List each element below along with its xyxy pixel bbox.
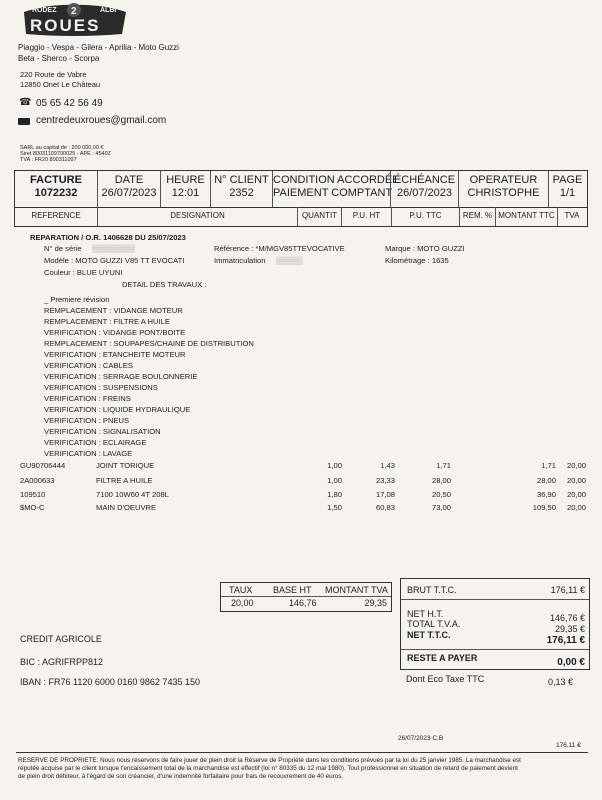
facture-cell: [15, 171, 97, 207]
date-value: 26/07/2023: [101, 187, 157, 199]
page-label: PAGE: [552, 174, 583, 186]
travaux-item: VERIFICATION : FREINS: [44, 394, 131, 403]
travaux-item: REMPLACEMENT : VIDANGE MOTEUR: [44, 306, 183, 315]
tax-montant-value: 29,35: [364, 598, 387, 608]
net-ht-value: 146,76 €: [549, 613, 585, 623]
legal-siret: Siret 80031109700025 - APE : 4540Z: [20, 151, 112, 157]
echeance-label: ÉCHÉANCE: [393, 174, 456, 186]
item-tva: 20,00: [566, 461, 586, 470]
footer-total: 176,11 €: [556, 742, 581, 749]
travaux-item: VERIFICATION : SUSPENSIONS: [44, 383, 158, 392]
date-cell: [97, 171, 160, 207]
heure-cell: [160, 171, 210, 207]
item-designation: FILTRE A HUILE: [96, 476, 153, 485]
operateur-value: CHRISTOPHE: [467, 187, 540, 199]
item-tva: 20,00: [566, 476, 586, 485]
couleur-info: Couleur : BLUE UYUNI: [44, 268, 123, 277]
tax-base-label: BASE HT: [273, 585, 312, 595]
item-designation: 7100 10W60 4T 208L: [96, 490, 169, 499]
item-qty: 1,50: [327, 503, 342, 512]
svg-text:RODEZ: RODEZ: [32, 7, 57, 14]
tax-montant-label: MONTANT TVA: [325, 585, 388, 595]
svg-text:ALBI: ALBI: [100, 7, 117, 14]
brut-value: 176,11 €: [550, 585, 585, 595]
travaux-item: REMPLACEMENT : SOUPAPES/CHAINE DE DISTRIBUTION: [44, 339, 254, 348]
item-qty: 1,00: [327, 476, 342, 485]
travaux-title: DETAIL DES TRAVAUX :: [122, 280, 207, 289]
footer-divider: [16, 752, 588, 753]
item-ref: $MO-C: [20, 503, 45, 512]
item-ref: 2A000633: [20, 476, 55, 485]
client-label: N° CLIENT: [214, 174, 269, 186]
item-qty: 1,80: [327, 490, 342, 499]
svg-text:ROUES: ROUES: [30, 16, 101, 35]
footer-legal-line: réputée acquise par le client lorsque l'encaissement total de la marchandise est effectif (loi n° 80335 du 12 mai 1980). Tout professionnel en situation de retard de paiement devient: [18, 765, 518, 772]
net-ttc-label: NET T.T.C.: [407, 630, 451, 640]
travaux-item: VERIFICATION : PNEUS: [44, 416, 130, 425]
legal-tva: TVA : FR20 800311097: [20, 157, 77, 163]
operateur-label: OPERATEUR: [469, 174, 538, 186]
travaux-item: VERIFICATION : LAVAGE: [44, 449, 133, 458]
tax-taux-value: 20,00: [231, 598, 254, 608]
facture-label: FACTURE: [30, 174, 82, 186]
tva-total-label: TOTAL T.V.A.: [407, 619, 461, 629]
immat-label: Immatriculation: [214, 256, 266, 265]
item-tva: 20,00: [566, 490, 586, 499]
immat-value: ▒▒▒▒▒: [276, 256, 303, 265]
net-ht-label: NET H.T.: [407, 609, 444, 619]
item-pu-ttc: 73,00: [431, 503, 451, 512]
eco-value: 0,13 €: [548, 677, 574, 687]
address-line1: 220 Route de Vabre: [20, 70, 87, 79]
item-montant: 1,71: [541, 461, 556, 470]
condition-value: PAIEMENT COMPTANT: [273, 187, 393, 199]
col-reference: REFERENCE: [31, 211, 81, 220]
eco-label: Dont Eco Taxe TTC: [406, 674, 485, 684]
col-quantity: QUANTIT: [297, 207, 341, 226]
footer-date-code: 26/07/2023 C.B: [398, 735, 444, 742]
travaux-item: VERIFICATION : SERRAGE BOULONNERIE: [44, 372, 198, 381]
marque-info: Marque : MOTO GUZZI: [385, 244, 465, 253]
item-qty: 1,00: [327, 461, 342, 470]
serie-label: N° de série: [44, 244, 82, 253]
col-pu-ttc: P.U. TTC: [391, 207, 459, 226]
tax-base-value: 146,76: [289, 598, 317, 608]
echeance-value: 26/07/2023: [396, 187, 453, 199]
item-ref: GU90706444: [20, 461, 66, 470]
kilometrage-info: Kilométrage : 1635: [385, 256, 449, 265]
invoice-header: [14, 170, 588, 208]
bank-name: CREDIT AGRICOLE: [20, 634, 102, 644]
bank-iban: IBAN : FR76 1120 6000 0160 9862 7435 150: [20, 677, 200, 687]
reste-label: RESTE A PAYER: [407, 653, 478, 663]
item-montant: 36,90: [536, 490, 556, 499]
page-cell: [548, 171, 586, 207]
travaux-item: VERIFICATION : ETANCHEITE MOTEUR: [44, 350, 186, 359]
net-ttc-value: 176,11 €: [546, 635, 585, 646]
item-pu-ht: 60,83: [375, 503, 395, 512]
company-email[interactable]: centredeuxroues@gmail.com: [36, 115, 167, 126]
condition-cell: [272, 171, 400, 207]
bank-bic: BIC : AGRIFRPP812: [20, 657, 104, 667]
item-pu-ttc: 1,71: [436, 461, 451, 470]
client-cell: [210, 171, 272, 207]
legal-capital: SARL au capital de : 200 000,00 €: [20, 145, 104, 151]
item-pu-ht: 23,33: [375, 476, 395, 485]
col-rem: REM. %: [459, 207, 495, 226]
condition-label: CONDITION ACCORDÉE: [273, 174, 400, 186]
page-value: 1/1: [559, 187, 576, 199]
brands-line1: Piaggio - Vespa - Gilera - Aprilia - Moto Guzzi: [18, 43, 179, 52]
travaux-item: VERIFICATION : CABLES: [44, 361, 133, 370]
item-tva: 20,00: [566, 503, 586, 512]
facture-number: 1072232: [34, 187, 78, 199]
travaux-item: REMPLACEMENT : FILTRE A HUILE: [44, 317, 170, 326]
tax-taux-label: TAUX: [229, 585, 253, 595]
svg-text:2: 2: [71, 6, 77, 17]
heure-label: HEURE: [166, 174, 205, 186]
heure-value: 12:01: [171, 187, 200, 199]
col-designation: DESIGNATION: [97, 207, 297, 226]
truck-icon: [18, 118, 30, 125]
item-pu-ht: 1,43: [380, 461, 395, 470]
item-ref: 109510: [20, 490, 46, 499]
item-designation: MAIN D'OEUVRE: [96, 503, 157, 512]
reste-value: 0,00 €: [557, 657, 585, 668]
travaux-item: VERIFICATION : SIGNALISATION: [44, 427, 161, 436]
client-value: 2352: [229, 187, 254, 199]
operateur-cell: [458, 171, 548, 207]
item-pu-ttc: 20,50: [431, 490, 451, 499]
item-designation: JOINT TORIQUE: [96, 461, 155, 470]
totals-box: [400, 578, 590, 670]
modele-info: Modèle : MOTO GUZZI V85 TT EVOCATI: [44, 256, 185, 265]
col-montant: MONTANT TTC: [495, 207, 557, 226]
item-pu-ht: 17,08: [375, 490, 395, 499]
echeance-cell: [390, 171, 458, 207]
col-pu-ht: P.U. HT: [341, 207, 391, 226]
item-pu-ttc: 28,00: [431, 476, 451, 485]
tax-table: [220, 582, 392, 612]
travaux-item: VERIFICATION : ECLAIRAGE: [44, 438, 147, 447]
brands-line2: Beta - Sherco - Scorpa: [18, 54, 100, 63]
totals-divider: [401, 649, 589, 650]
tva-total-value: 29,35 €: [554, 624, 585, 634]
company-logo: [18, 2, 130, 38]
column-headers: [14, 207, 588, 227]
phone-number: 05 65 42 56 49: [36, 98, 103, 109]
item-montant: 109,50: [532, 503, 556, 512]
date-label: DATE: [114, 174, 144, 186]
phone-icon: ☎: [19, 97, 32, 108]
brut-label: BRUT T.T.C.: [407, 585, 457, 595]
travaux-item: VERIFICATION : VIDANGE PONT/BOITE: [44, 328, 186, 337]
footer-legal-line: RESERVE DE PROPRIETE: Nous nous réservons de faire jouer de plein droit la Réserve de Propriété dans les conditions prévues par la loi du 25 janvier 1985. La marchandise est: [18, 757, 521, 764]
repair-title: REPARATION / O.R. 1406628 DU 25/07/2023: [30, 233, 186, 242]
address-line2: 12850 Onet Le Château: [20, 80, 101, 89]
travaux-item: VERIFICATION : LIQUIDE HYDRAULIQUE: [44, 405, 191, 414]
travaux-item: _ Premiere révision: [44, 295, 110, 304]
footer-legal-line: de plein droit débiteur, à l'égard de son créancier, d'une indemnité forfaitaire pour frais de recouvrement de 40 euros.: [18, 773, 344, 780]
tax-divider: [221, 596, 391, 597]
col-tva: TVA: [557, 207, 586, 226]
reference-info: Référence : *M/MGV85TTEVOCATIVE: [214, 244, 345, 253]
totals-divider: [401, 599, 589, 600]
item-montant: 28,00: [536, 476, 556, 485]
serie-value: ▒▒▒▒▒▒▒▒: [92, 244, 136, 253]
